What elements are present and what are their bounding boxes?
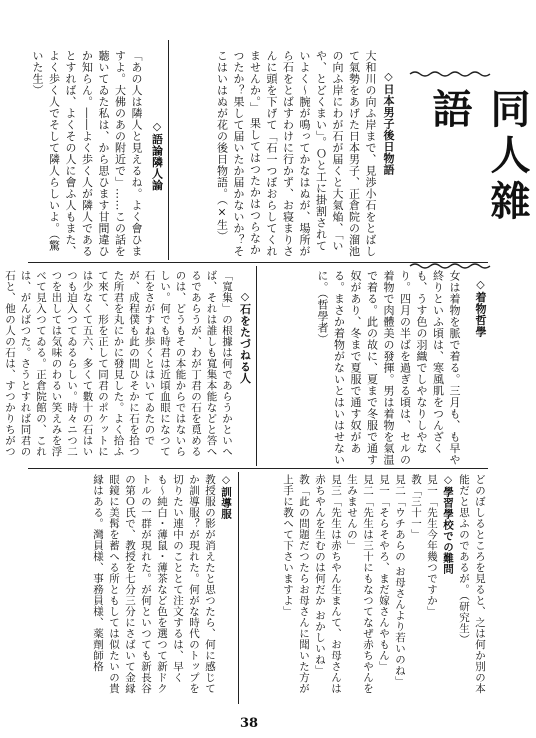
column-divider-bottom — [238, 472, 239, 704]
article-kundo-fuku-text: 教授服の影が消えたと思つたら、何に感じてか訓導服？が現れた。何がな時代のトップを切りたい連中のこととて注文するは、早くも〜純白・薄鼠・薄茶など色を選つて新ドクトルの一群が現れた。が何といつても新長谷の第Ｏ氏で、教授を七分三分にさばいて金縁眼鏡に美髯を蓄へる所ともしては似たいの貴縁はある。灣員様、事務員様、薬劑師格 — [92, 474, 216, 694]
heading-ishi-wo-tazuneru-hito: ◇石をたづねる人 — [238, 290, 252, 384]
heading-rinjin-ron: ◇語論隣人論 — [150, 120, 164, 191]
dialogue-line-3: 見二「ウチあらの お母さんより若いのね」 — [394, 474, 406, 687]
dialogue-line-4: 見一「そらそやろ、まだ嫁さんやもん」 — [378, 474, 390, 672]
title-block — [410, 70, 531, 270]
wave-ornament-top — [410, 70, 490, 78]
heading-gakushu-gakko: ◇學習學校での難問 — [442, 474, 454, 575]
dialogue-line-1: 見一「先生今年幾つですか」 — [426, 474, 438, 617]
article-gakushu-gakko — [244, 474, 488, 704]
divider-middle — [28, 468, 488, 469]
column-divider-middle — [256, 266, 257, 466]
dialogue-line-6: 見三「先生は赤ちやん生まんて、お母さんは赤ちやんを生むのは何だか おかしいね」 — [314, 474, 342, 694]
divider-top — [28, 262, 488, 263]
article-ishi-body: 「寬集」の根據は何であらうかといへば、それは誰しも寬集本能などと答へるであらうが、わが丁君の石を覓めるのは、どうもその本能からではないらしい。何でも時君は近頃血眼になつて石をさがすね歩くとはいてゐたのでが、成程僕も此の間ひそかに石を拾つた所君を丸にかに發見した。よく拾ふて來て、形を正して同君のポケットには少なくて五六、多くて數十の石はいつも迫入つてゐるらしい。時々ニつ二つを出しては気味のわるい笑えみを浮べて見入つてゐる。正倉院館の、これは、がんばつた。さうとすれば同君の石と、他の人の石は、すつかりちがつ — [4, 270, 233, 457]
dialogue-line-5: 見二「先生は三十にもなつてなぜ赤ちやんを生みませんの」 — [346, 474, 374, 694]
dialogue-line-7: 教「此の問題だつたらお母さんに聞いた方が上手に教へて下さいますよ」 — [282, 474, 310, 694]
heading-nihon-danshi: ◇日本男子後日物語 — [382, 70, 395, 176]
article-kimono-tetsugaku-body: 女は着物を脈で着る。三月も、も早や終りといふ頃は、寒風肌をつんざくも、うす色の羽織でしやなりしやなり。四月の半ばを過ぎる頃は、セルの着物で肉體美の發揮。男は着物を氣温で着る。此の故に、夏まで冬服で通す奴があり、冬まで夏服で通す奴がある。まさか着物がないとはいはせないに。（哲學者） — [316, 270, 461, 466]
article-nihon-danshi-text-2: 果してはつたかはつらなかつたか？果して届いたか届かないか？そこはいはぬが花の後日物語。（×生） — [215, 50, 262, 257]
page-number: 38 — [240, 716, 259, 731]
heading-kimono-tetsugaku: ◇着物哲學 — [474, 278, 487, 338]
dialogue-line-2: 教「三十一」 — [410, 474, 422, 540]
article-rinjin-ron-body: 「あの人は隣人と見えるね。よく會ひますよ。大佛のあの附近で」……この話を聽いてゐた私は、から思ひます甘間違ひか知らん。――よく歩く人が隣人であるとすれば、よくその人に會ふ人もまた、よく歩く人でそして隣人らしいよ。（驚いた生） — [31, 50, 143, 257]
wave-ornament-bottom — [410, 262, 490, 270]
article-kundo-fuku — [28, 474, 234, 704]
page-title: 同人雜語 — [426, 88, 531, 226]
article-continuation-text: どのぼしるところを見ると、之は何か別の本能だと思ふのであるが。（研究生） — [458, 474, 486, 694]
article-nihon-danshi-text: 大和川の向ふ岸まで、見渉小石をとばして氣勢をあげた日本男子、正倉院の溜池の向ふ岸にわが石が届くと大氣焔、「いや、とどくまい」。Ｏと工に掛割されていよく〜腕が鳴ってかなはぬが、場所がら石をとばすわけに行かず、お寝まりさんに頭を下げて「石一つぼおらしてくれませんか。」 — [248, 50, 377, 257]
heading-kundo-fuku: ◇訓導服 — [220, 474, 232, 520]
article-nihon-danshi-body — [168, 50, 378, 260]
